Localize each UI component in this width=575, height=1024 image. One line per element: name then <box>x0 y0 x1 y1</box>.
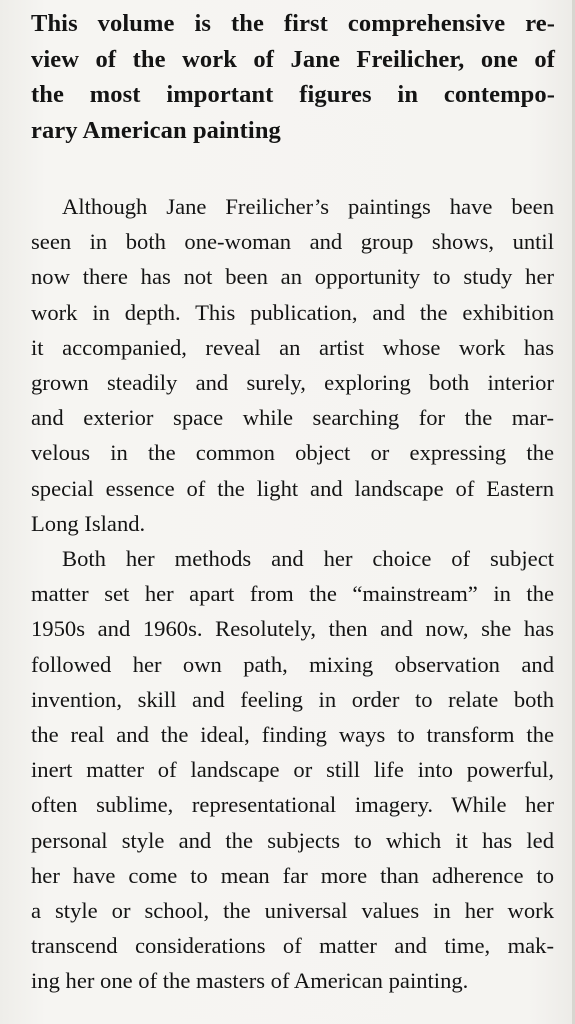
text-line: her have come to mean far more than adherence to <box>31 862 554 888</box>
text-line: now there has not been an opportunity to study her <box>31 264 554 290</box>
text-line: and exterior space while searching for the mar- <box>31 405 554 431</box>
heading <box>31 6 555 148</box>
text-line: Long Island. <box>31 510 146 536</box>
text-line: matter set her apart from the “mainstream” in the <box>31 581 554 607</box>
text-line: ing her one of the masters of American painting. <box>31 968 469 994</box>
text-line: Although Jane Freilicher’s paintings have been <box>62 194 554 219</box>
text-line: velous in the common object or expressing the <box>31 440 554 466</box>
text-line: Both her methods and her choice of subject <box>62 546 554 572</box>
heading-line: rary American painting <box>31 116 281 144</box>
text-line: grown steadily and surely, exploring both interior <box>31 370 554 396</box>
heading-line: the most important figures in contempo- <box>31 81 555 108</box>
text-line: often sublime, representational imagery. While her <box>31 792 554 818</box>
text-line: invention, skill and feeling in order to relate both <box>31 686 554 712</box>
text-line: work in depth. This publication, and the exhibition <box>31 299 554 325</box>
text-line: personal style and the subjects to which it has led <box>31 827 554 853</box>
text-line: the real and the ideal, finding ways to transform the <box>31 722 554 748</box>
text-line: 1950s and 1960s. Resolutely, then and now, she has <box>31 616 554 642</box>
text-line: special essence of the light and landscape of Eastern <box>31 475 554 501</box>
heading-line: view of the work of Jane Freilicher, one of <box>31 45 555 73</box>
text-line: it accompanied, reveal an artist whose work has <box>31 334 554 360</box>
paragraph-2 <box>31 541 554 999</box>
text-line: inert matter of landscape or still life into powerful, <box>31 757 554 783</box>
text-line: followed her own path, mixing observation and <box>31 651 554 677</box>
heading-line: This volume is the first comprehensive re- <box>31 10 555 37</box>
text-line: seen in both one-woman and group shows, until <box>31 229 554 255</box>
body-text <box>31 189 554 999</box>
paragraph-1 <box>31 189 554 541</box>
text-line: transcend considerations of matter and time, mak- <box>31 933 554 959</box>
text-line: a style or school, the universal values in her work <box>31 898 554 924</box>
